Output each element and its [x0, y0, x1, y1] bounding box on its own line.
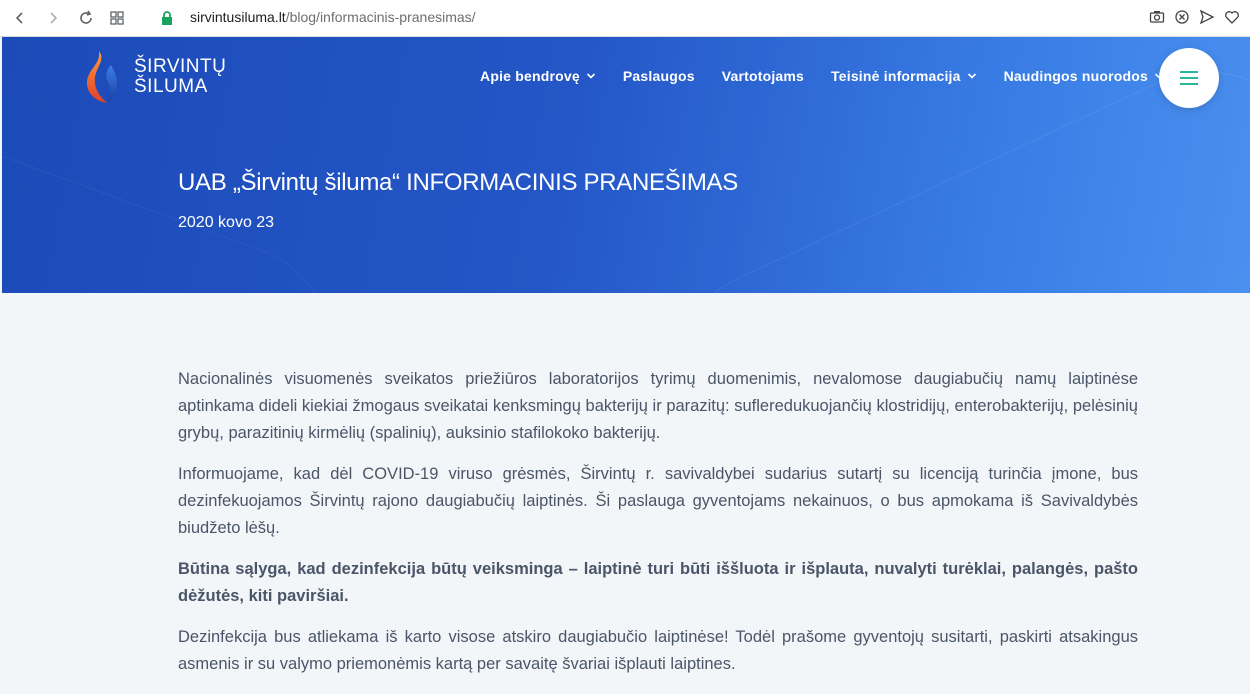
- chevron-down-icon: [967, 71, 977, 81]
- article-paragraph: Informuojame, kad dėl COVID-19 viruso grėsmės, Širvintų r. savivaldybei sudarius sutartį su licenciją turinčia įmone, bus dezinfekuojamos Širvintų rajono daugiabučių laiptinės. Ši paslauga gyventojams nekainuos, o bus apmokama iš Savivaldybės biudžeto lėšų.: [178, 465, 1138, 537]
- menu-item-paslaugos[interactable]: [623, 68, 695, 84]
- address-bar[interactable]: [190, 9, 476, 25]
- menu-item-label: Teisinė informacija: [831, 68, 961, 84]
- article-paragraph: Nacionalinės visuomenės sveikatos priežiūros laboratorijos tyrimų duomenimis, nevalomose daugiabučių namų laiptinėse aptinkama dideli kiekiai žmogaus sveikatai kenksmingų bakterijų ir parazitų: sufleredukuojančių klostridijų, enterobakterijų, pelėsinių grybų, parazitinių kirmėlių (spalinių), auksinio stafilokoko bakterijų.: [178, 370, 1138, 442]
- article-body: [178, 366, 1138, 692]
- post-date: 2020 kovo 23: [178, 214, 275, 231]
- forward-icon[interactable]: [43, 8, 63, 28]
- menu-item-naudingos-nuorodos[interactable]: [1004, 68, 1164, 84]
- logo-line2: ŠILUMA: [134, 76, 208, 97]
- logo-text: [134, 57, 226, 97]
- menu-item-label: Vartotojams: [721, 68, 805, 84]
- flame-icon: [85, 49, 125, 105]
- reload-icon[interactable]: [76, 8, 96, 28]
- chevron-down-icon: [586, 71, 596, 81]
- url-path: /blog/informacinis-pranesimas/: [285, 9, 476, 25]
- site-logo[interactable]: [85, 49, 226, 105]
- menu-item-label: Paslaugos: [622, 68, 695, 84]
- send-icon[interactable]: [1199, 9, 1215, 25]
- camera-icon[interactable]: [1149, 9, 1165, 25]
- menu-item-teisine-informacija[interactable]: [831, 68, 977, 84]
- menu-item-label: Apie bendrovę: [480, 68, 580, 84]
- article-paragraph-bold: Būtina sąlyga, kad dezinfekcija būtų veiksminga – laiptinė turi būti iššluota ir išplauta, nuvalyti turėklai, palangės, pašto dėžutės, kiti paviršiai.: [178, 560, 1138, 605]
- block-icon[interactable]: [1174, 9, 1190, 25]
- lock-icon: [160, 10, 174, 26]
- heart-icon[interactable]: [1224, 9, 1240, 25]
- url-host: sirvintusiluma.lt: [190, 9, 286, 25]
- menu-item-apie-bendrove[interactable]: [480, 68, 596, 84]
- menu-item-label: Naudingos nuorodos: [1003, 68, 1148, 84]
- page-title: UAB „Širvintų šiluma“ INFORMACINIS PRANEŠIMAS: [178, 169, 738, 196]
- logo-line1: ŠIRVINTŲ: [134, 56, 227, 77]
- hamburger-menu-button[interactable]: [1159, 48, 1219, 108]
- back-icon[interactable]: [10, 8, 30, 28]
- menu-item-vartotojams[interactable]: [722, 68, 804, 84]
- browser-toolbar: [0, 0, 1250, 37]
- hero-banner: [2, 37, 1250, 293]
- article-paragraph: Dezinfekcija bus atliekama iš karto visose atskiro daugiabučio laiptinėse! Todėl prašome gyventojų susitarti, paskirti atsakingus asmenis ir su valymo priemonėmis kartą per savaitę švariai išplauti laiptines.: [178, 628, 1138, 673]
- hamburger-icon: [1180, 71, 1198, 85]
- main-menu: [480, 68, 1164, 84]
- tabs-grid-icon[interactable]: [107, 8, 127, 28]
